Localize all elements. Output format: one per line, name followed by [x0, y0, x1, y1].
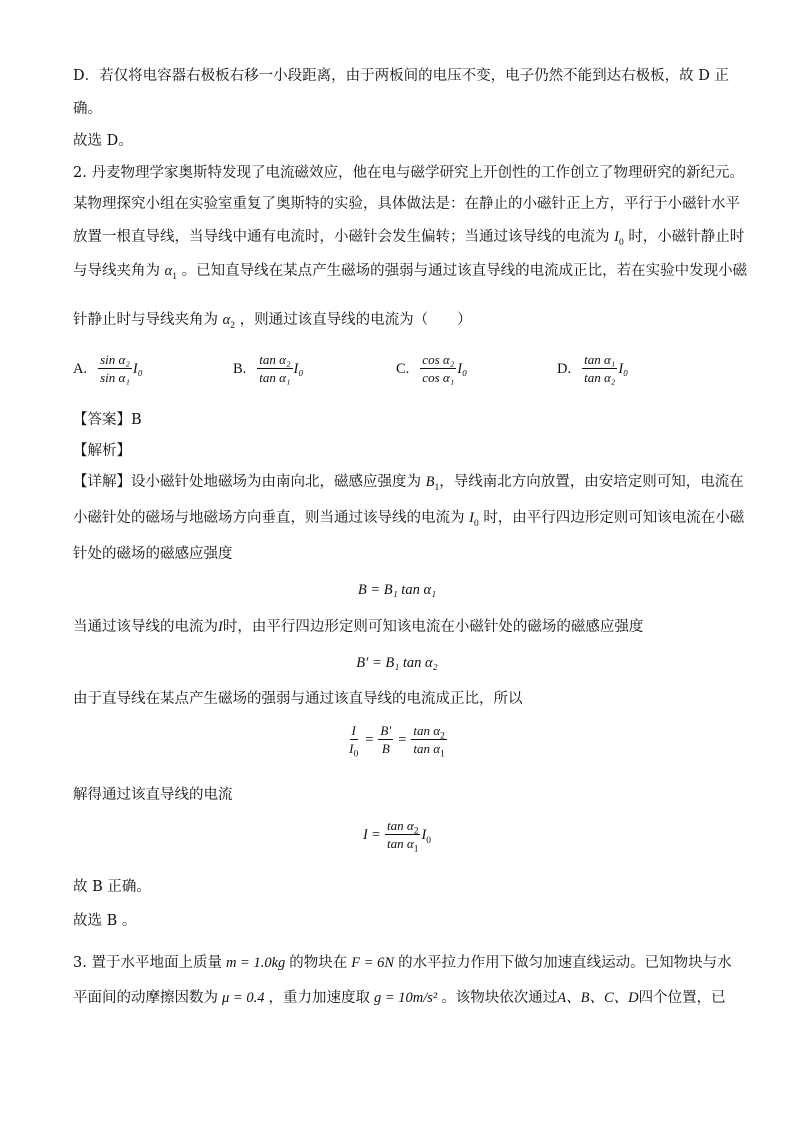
- q2-stem-line4-tail: 。已知直导线在某点产生磁场的强弱与通过该直导线的电流成正比，若在实验中发现小磁: [181, 263, 748, 279]
- fraction-tan-ratio: $\frac{\tan \alpha_2}{\tan \alpha_1}$: [387, 818, 419, 855]
- fraction-tan-ratio: $\frac{\tan \alpha_2}{\tan \alpha_1}$: [413, 723, 445, 760]
- detail-line1-tail: ，导线南北方向放置，由安培定则可知，电流在: [439, 474, 744, 490]
- option-tail: I₀: [618, 360, 629, 377]
- option-fraction: [420, 352, 456, 385]
- equation-1: B = B₁ tan α₁: [357, 582, 437, 598]
- detail-line3: 针处的磁场的磁感应强度: [73, 546, 233, 562]
- q2-stem-line5-text: 针静止时与导线夹角为: [73, 312, 218, 328]
- q2-stem-line4: [73, 261, 747, 281]
- q3-stem-line1: [73, 953, 732, 973]
- detail-line6: 解得通过该直导线的电流: [73, 787, 233, 803]
- q2-conclusion: 故选 B 。: [73, 913, 137, 929]
- option-tail: I₀: [293, 360, 304, 377]
- friction-coefficient: μ = 0.4: [222, 990, 265, 1006]
- angle-alpha1: $\alpha_1$: [164, 263, 177, 282]
- detail-line5: 由于直导线在某点产生磁场的强弱与通过该直导线的电流成正比，所以: [73, 691, 523, 707]
- option-label: A.: [73, 360, 88, 377]
- q2-correct: 故 B 正确。: [73, 879, 151, 895]
- option-b[interactable]: [233, 352, 303, 385]
- q3-text-g: 四个位置，已: [638, 990, 726, 1006]
- fraction-denominator: tan α₁: [259, 370, 291, 385]
- fraction-numerator: tan α₁: [584, 352, 616, 367]
- q2-stem-line4-text: 与导线夹角为: [73, 263, 160, 279]
- option-a[interactable]: [73, 352, 143, 385]
- answer-label: 【答案】B: [73, 412, 142, 428]
- detail-line4-tail: 时，由平行四边形定则可知该电流在小磁针处的磁场的磁感应强度: [222, 619, 644, 635]
- q2-stem-line3-tail: 时，小磁针静止时: [628, 229, 745, 245]
- q2-stem-line5: [73, 310, 472, 330]
- equation-2: B′ = B₁ tan α₂: [356, 655, 438, 671]
- q2-stem-line5-tail: ，则通过该直导线的电流为（ ）: [239, 312, 472, 328]
- equation-4: I = $\frac{\tan \alpha_2}{\tan \alpha_1}$ $I_0$: [362, 818, 432, 855]
- fraction-denominator: cos α₁: [422, 370, 455, 385]
- force-value: F = 6N: [351, 955, 395, 971]
- fraction-denominator: tan α₂: [584, 370, 616, 385]
- q3-text-f: 。该物块依次通过: [441, 990, 558, 1006]
- option-fraction: [582, 352, 617, 385]
- analysis-label: 【解析】: [73, 443, 131, 459]
- q3-text-d: 平面间的动摩擦因数为: [73, 990, 218, 1006]
- b1-symbol: $B_1$: [425, 474, 440, 493]
- option-fraction: [98, 352, 132, 385]
- option-d[interactable]: [557, 352, 628, 385]
- detail-line4-text: 当通过该导线的电流为: [73, 619, 218, 635]
- option-label: C.: [396, 360, 410, 377]
- option-label: D.: [557, 360, 572, 377]
- detail-line1: [73, 472, 744, 492]
- positions: A、B、C、D: [557, 990, 639, 1006]
- prev-conclusion: 故选 D。: [73, 133, 133, 149]
- detail-line4: [73, 617, 643, 637]
- q2-stem-line1: 2. 丹麦物理学家奥斯特发现了电流磁效应，他在电与磁学研究上开创性的工作创立了物理研究的新纪元。: [73, 165, 744, 181]
- option-label: B.: [233, 360, 247, 377]
- current-i0: $I_0$: [614, 229, 624, 248]
- option-d-explanation: D．若仅将电容器右极板右移一小段距离，由于两板间的电压不变，电子仍然不能到达右极板，故 D 正: [73, 68, 729, 84]
- q3-text-e: ，重力加速度取: [268, 990, 370, 1006]
- q3-stem-line2: [73, 988, 726, 1008]
- option-c[interactable]: [396, 352, 467, 385]
- fraction-b-ratio: $\frac{B'}{B}$: [380, 723, 392, 756]
- q3-text-c: 的水平拉力作用下做匀加速直线运动。已知物块与水: [398, 955, 732, 971]
- fraction-denominator: sin α₁: [100, 370, 130, 385]
- detail-line2-text: 小磁针处的磁场与地磁场方向垂直，则当通过该导线的电流为: [73, 510, 465, 526]
- fraction-numerator: tan α₂: [259, 352, 291, 367]
- option-tail: I₀: [132, 360, 143, 377]
- fraction-numerator: sin α₂: [100, 352, 130, 367]
- current-i: I: [218, 619, 223, 635]
- current-i0: $I_0$: [469, 510, 479, 529]
- option-tail: I₀: [457, 360, 468, 377]
- fraction-i-over-i0: $\frac{I}{I_0}$: [349, 723, 359, 760]
- detail-line2-tail: 时，由平行四边形定则可知该电流在小磁: [483, 510, 745, 526]
- equation-3: $\frac{I}{I_0}$ = $\frac{B'}{B}$ = $\frac{\tan \alpha_2}{\tan \alpha_1}$: [349, 723, 445, 760]
- q3-text-a: 3. 置于水平地面上质量: [73, 955, 222, 971]
- detail-line1-text: 设小磁针处地磁场为由南向北，磁感应强度为: [131, 474, 421, 490]
- mass-value: m = 1.0kg: [225, 955, 286, 971]
- fraction-numerator: cos α₂: [422, 352, 455, 367]
- q2-stem-line3: [73, 227, 744, 247]
- q3-text-b: 的物块在: [289, 955, 348, 971]
- gravity-value: g = 10m/s²: [373, 990, 438, 1006]
- detail-tag: 【详解】: [73, 474, 131, 490]
- detail-line2: [73, 508, 744, 528]
- q2-stem-line2: 某物理探究小组在实验室重复了奥斯特的实验，具体做法是：在静止的小磁针正上方，平行于小磁针水平: [73, 196, 740, 212]
- option-fraction: [257, 352, 292, 385]
- option-d-explanation-cont: 确。: [73, 101, 102, 117]
- angle-alpha2: $\alpha_2$: [222, 312, 235, 331]
- q2-stem-line3-text: 放置一根直导线，当导线中通有电流时，小磁针会发生偏转；当通过该导线的电流为: [73, 229, 610, 245]
